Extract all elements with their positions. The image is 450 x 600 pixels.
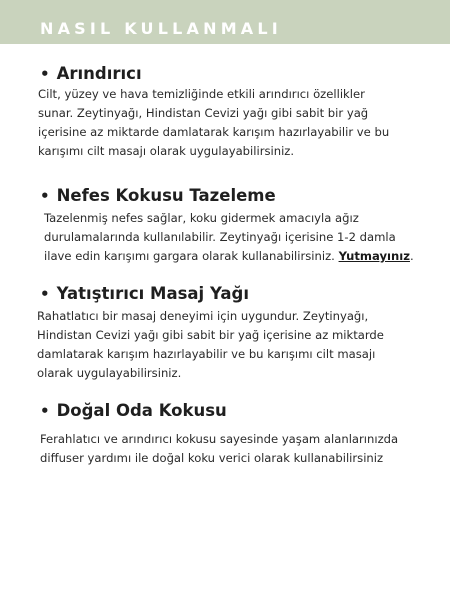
section-heading	[40, 186, 420, 205]
section-body: Rahatlatıcı bir masaj deneyimi için uygundur. Zeytinyağı, Hindistan Cevizi yağı gibi sabit bir yağ içerisine az miktarde damlatarak karışım hazırlayabilir ve bu karışımı cilt masajı olarak uygulayabilirsiniz.	[37, 309, 384, 380]
trailing-period: .	[409, 249, 414, 263]
section-title: Yatıştırıcı Masaj Yağı	[56, 284, 249, 303]
section-heading	[40, 401, 410, 420]
section-body	[44, 209, 420, 266]
bullet-icon: •	[40, 401, 50, 420]
section-nefes-kokusu	[40, 186, 420, 266]
page-title: NASIL KULLANMALI	[40, 19, 282, 38]
section-body: Ferahlatıcı ve arındırıcı kokusu sayesinde yaşam alanlarınızda diffuser yardımı ile doğal koku verici olarak kullanabilirsiniz	[40, 432, 399, 465]
section-body: Cilt, yüzey ve hava temizliğinde etkili arındırıcı özellikler sunar. Zeytinyağı, Hindistan Cevizi yağı gibi sabit bir yağ içerisine az miktarde damlatarak karışım hazırlayabilir ve bu karışımı cilt masajı olarak uygulayabilirsiniz.	[38, 87, 390, 158]
section-title: Nefes Kokusu Tazeleme	[56, 186, 276, 205]
section-title: Arındırıcı	[56, 64, 142, 83]
warning-text: Yutmayınız	[338, 249, 410, 263]
section-heading	[40, 64, 400, 83]
bullet-icon: •	[40, 186, 50, 205]
section-arindirici	[40, 64, 400, 161]
bullet-icon: •	[40, 64, 50, 83]
bullet-icon: •	[40, 284, 50, 303]
section-dogal-oda-kokusu	[40, 401, 410, 468]
section-title: Doğal Oda Kokusu	[56, 401, 227, 420]
section-body-text: Tazelenmiş nefes sağlar, koku gidermek amacıyla ağız durulamalarında kullanılabilir. Zeytinyağı içerisine 1-2 damla ilave edin karışımı gargara olarak kullanabilirsiniz.	[44, 211, 396, 263]
section-heading	[40, 284, 410, 303]
header-banner	[0, 0, 450, 44]
section-yatistirici-masaj	[37, 284, 410, 383]
